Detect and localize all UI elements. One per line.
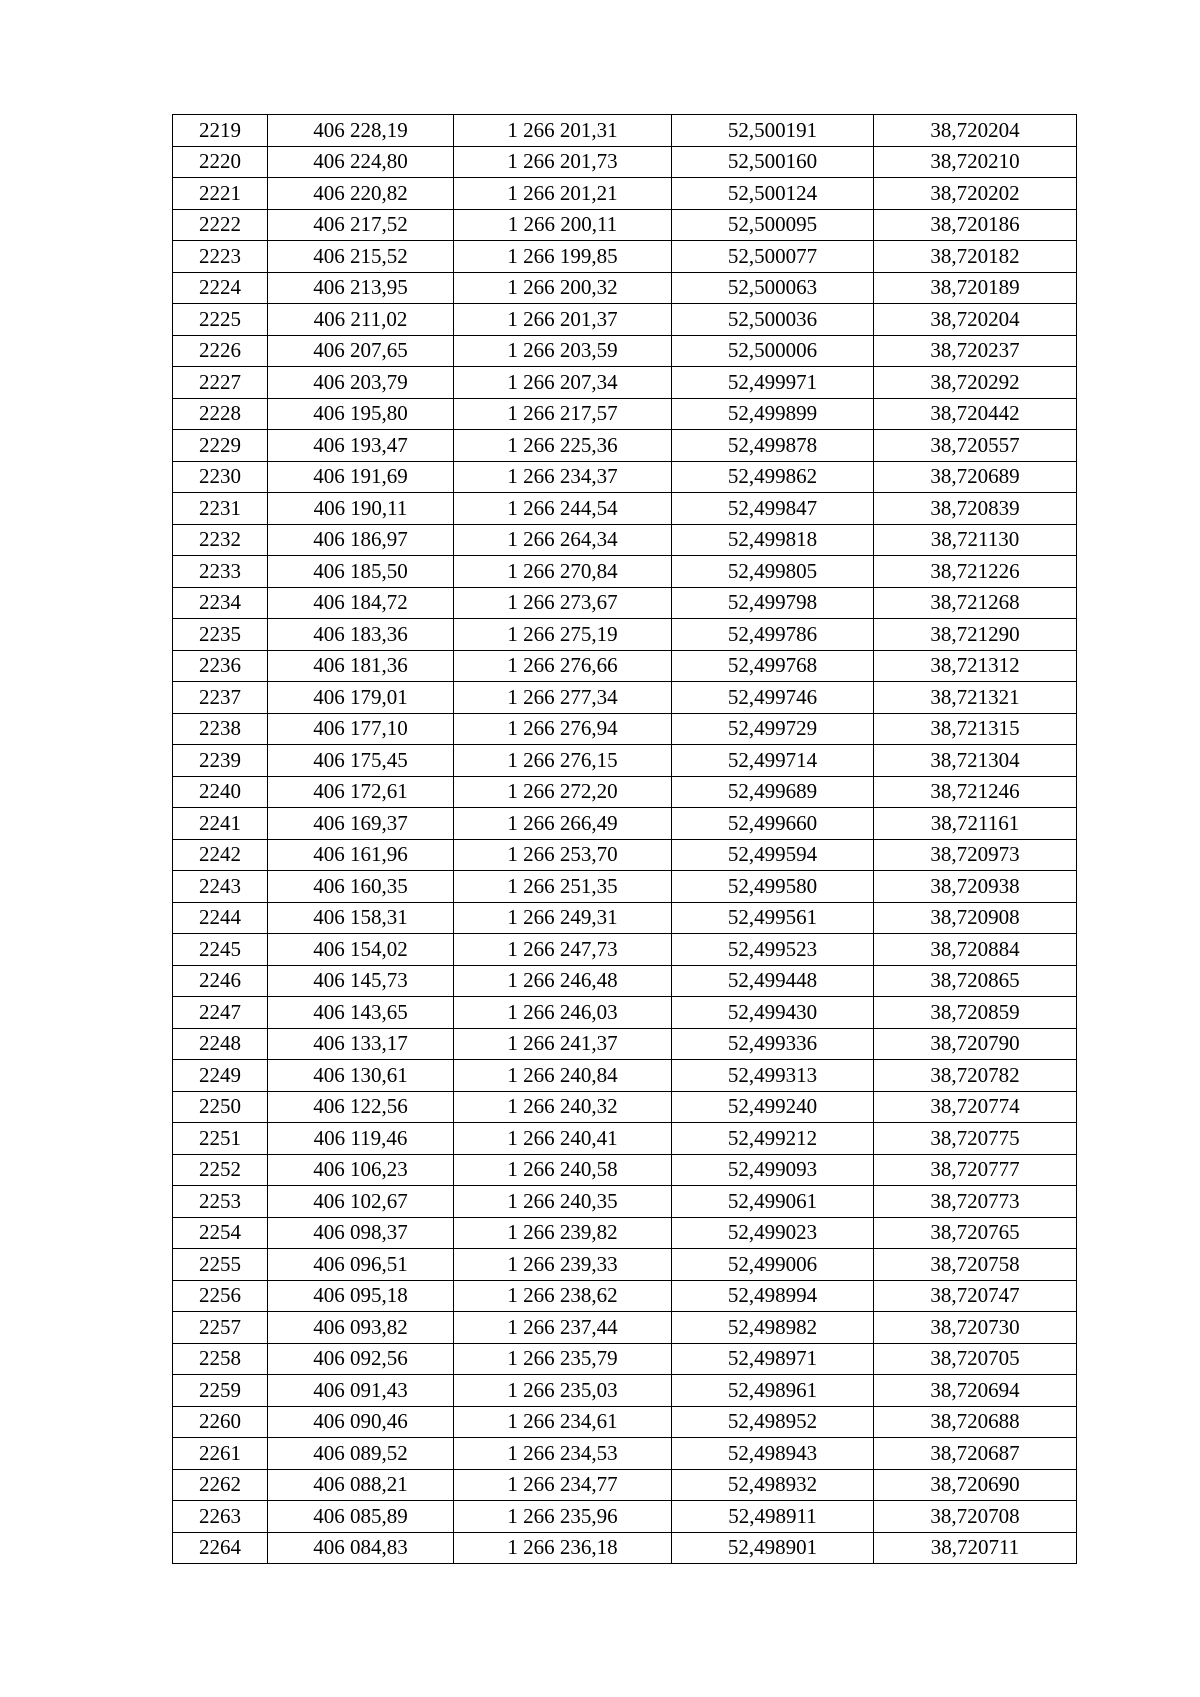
table-row bbox=[173, 367, 1077, 399]
longitude-cell: 38,720210 bbox=[874, 146, 1077, 178]
y-coordinate-cell: 1 266 234,77 bbox=[454, 1469, 672, 1501]
longitude-cell: 38,720688 bbox=[874, 1406, 1077, 1438]
table-row bbox=[173, 871, 1077, 903]
x-coordinate-cell: 406 190,11 bbox=[268, 493, 454, 525]
latitude-cell: 52,499798 bbox=[672, 587, 874, 619]
point-number-cell: 2225 bbox=[173, 304, 268, 336]
longitude-cell: 38,720557 bbox=[874, 430, 1077, 462]
latitude-cell: 52,500191 bbox=[672, 115, 874, 147]
latitude-cell: 52,499805 bbox=[672, 556, 874, 588]
y-coordinate-cell: 1 266 253,70 bbox=[454, 839, 672, 871]
latitude-cell: 52,498994 bbox=[672, 1280, 874, 1312]
table-row bbox=[173, 745, 1077, 777]
latitude-cell: 52,499878 bbox=[672, 430, 874, 462]
x-coordinate-cell: 406 184,72 bbox=[268, 587, 454, 619]
x-coordinate-cell: 406 193,47 bbox=[268, 430, 454, 462]
y-coordinate-cell: 1 266 240,58 bbox=[454, 1154, 672, 1186]
table-row bbox=[173, 682, 1077, 714]
table-row bbox=[173, 839, 1077, 871]
x-coordinate-cell: 406 106,23 bbox=[268, 1154, 454, 1186]
latitude-cell: 52,500095 bbox=[672, 209, 874, 241]
point-number-cell: 2229 bbox=[173, 430, 268, 462]
table-row bbox=[173, 335, 1077, 367]
latitude-cell: 52,499594 bbox=[672, 839, 874, 871]
y-coordinate-cell: 1 266 203,59 bbox=[454, 335, 672, 367]
longitude-cell: 38,720687 bbox=[874, 1438, 1077, 1470]
x-coordinate-cell: 406 122,56 bbox=[268, 1091, 454, 1123]
x-coordinate-cell: 406 181,36 bbox=[268, 650, 454, 682]
x-coordinate-cell: 406 215,52 bbox=[268, 241, 454, 273]
point-number-cell: 2248 bbox=[173, 1028, 268, 1060]
table-row bbox=[173, 1501, 1077, 1533]
x-coordinate-cell: 406 220,82 bbox=[268, 178, 454, 210]
table-row bbox=[173, 115, 1077, 147]
y-coordinate-cell: 1 266 200,32 bbox=[454, 272, 672, 304]
latitude-cell: 52,500006 bbox=[672, 335, 874, 367]
longitude-cell: 38,720204 bbox=[874, 304, 1077, 336]
point-number-cell: 2264 bbox=[173, 1532, 268, 1564]
point-number-cell: 2239 bbox=[173, 745, 268, 777]
latitude-cell: 52,499561 bbox=[672, 902, 874, 934]
y-coordinate-cell: 1 266 240,35 bbox=[454, 1186, 672, 1218]
point-number-cell: 2230 bbox=[173, 461, 268, 493]
longitude-cell: 38,720694 bbox=[874, 1375, 1077, 1407]
y-coordinate-cell: 1 266 276,94 bbox=[454, 713, 672, 745]
longitude-cell: 38,721130 bbox=[874, 524, 1077, 556]
y-coordinate-cell: 1 266 235,03 bbox=[454, 1375, 672, 1407]
table-row bbox=[173, 493, 1077, 525]
table-row bbox=[173, 1186, 1077, 1218]
longitude-cell: 38,720938 bbox=[874, 871, 1077, 903]
longitude-cell: 38,720865 bbox=[874, 965, 1077, 997]
y-coordinate-cell: 1 266 236,18 bbox=[454, 1532, 672, 1564]
x-coordinate-cell: 406 088,21 bbox=[268, 1469, 454, 1501]
longitude-cell: 38,720189 bbox=[874, 272, 1077, 304]
table-row bbox=[173, 178, 1077, 210]
latitude-cell: 52,500124 bbox=[672, 178, 874, 210]
y-coordinate-cell: 1 266 239,82 bbox=[454, 1217, 672, 1249]
y-coordinate-cell: 1 266 239,33 bbox=[454, 1249, 672, 1281]
table-row bbox=[173, 209, 1077, 241]
latitude-cell: 52,499786 bbox=[672, 619, 874, 651]
point-number-cell: 2224 bbox=[173, 272, 268, 304]
y-coordinate-cell: 1 266 276,15 bbox=[454, 745, 672, 777]
point-number-cell: 2247 bbox=[173, 997, 268, 1029]
table-row bbox=[173, 1123, 1077, 1155]
latitude-cell: 52,498982 bbox=[672, 1312, 874, 1344]
table-row bbox=[173, 146, 1077, 178]
longitude-cell: 38,720442 bbox=[874, 398, 1077, 430]
table-row bbox=[173, 619, 1077, 651]
table-row bbox=[173, 713, 1077, 745]
point-number-cell: 2246 bbox=[173, 965, 268, 997]
latitude-cell: 52,499818 bbox=[672, 524, 874, 556]
x-coordinate-cell: 406 161,96 bbox=[268, 839, 454, 871]
longitude-cell: 38,720765 bbox=[874, 1217, 1077, 1249]
x-coordinate-cell: 406 119,46 bbox=[268, 1123, 454, 1155]
point-number-cell: 2257 bbox=[173, 1312, 268, 1344]
longitude-cell: 38,721304 bbox=[874, 745, 1077, 777]
longitude-cell: 38,720908 bbox=[874, 902, 1077, 934]
x-coordinate-cell: 406 203,79 bbox=[268, 367, 454, 399]
point-number-cell: 2238 bbox=[173, 713, 268, 745]
latitude-cell: 52,499660 bbox=[672, 808, 874, 840]
x-coordinate-cell: 406 158,31 bbox=[268, 902, 454, 934]
longitude-cell: 38,721312 bbox=[874, 650, 1077, 682]
x-coordinate-cell: 406 183,36 bbox=[268, 619, 454, 651]
latitude-cell: 52,499313 bbox=[672, 1060, 874, 1092]
x-coordinate-cell: 406 154,02 bbox=[268, 934, 454, 966]
longitude-cell: 38,720705 bbox=[874, 1343, 1077, 1375]
y-coordinate-cell: 1 266 199,85 bbox=[454, 241, 672, 273]
table-row bbox=[173, 1249, 1077, 1281]
latitude-cell: 52,499212 bbox=[672, 1123, 874, 1155]
y-coordinate-cell: 1 266 234,53 bbox=[454, 1438, 672, 1470]
x-coordinate-cell: 406 213,95 bbox=[268, 272, 454, 304]
y-coordinate-cell: 1 266 249,31 bbox=[454, 902, 672, 934]
x-coordinate-cell: 406 133,17 bbox=[268, 1028, 454, 1060]
table-row bbox=[173, 556, 1077, 588]
longitude-cell: 38,720730 bbox=[874, 1312, 1077, 1344]
latitude-cell: 52,499580 bbox=[672, 871, 874, 903]
table-row bbox=[173, 997, 1077, 1029]
x-coordinate-cell: 406 186,97 bbox=[268, 524, 454, 556]
point-number-cell: 2258 bbox=[173, 1343, 268, 1375]
latitude-cell: 52,499689 bbox=[672, 776, 874, 808]
point-number-cell: 2220 bbox=[173, 146, 268, 178]
y-coordinate-cell: 1 266 225,36 bbox=[454, 430, 672, 462]
longitude-cell: 38,721246 bbox=[874, 776, 1077, 808]
latitude-cell: 52,498911 bbox=[672, 1501, 874, 1533]
latitude-cell: 52,499768 bbox=[672, 650, 874, 682]
y-coordinate-cell: 1 266 234,61 bbox=[454, 1406, 672, 1438]
table-row bbox=[173, 808, 1077, 840]
y-coordinate-cell: 1 266 246,48 bbox=[454, 965, 672, 997]
latitude-cell: 52,499006 bbox=[672, 1249, 874, 1281]
y-coordinate-cell: 1 266 240,84 bbox=[454, 1060, 672, 1092]
table-row bbox=[173, 1343, 1077, 1375]
latitude-cell: 52,499971 bbox=[672, 367, 874, 399]
coordinates-table bbox=[172, 114, 1077, 1564]
point-number-cell: 2252 bbox=[173, 1154, 268, 1186]
point-number-cell: 2237 bbox=[173, 682, 268, 714]
latitude-cell: 52,499847 bbox=[672, 493, 874, 525]
y-coordinate-cell: 1 266 207,34 bbox=[454, 367, 672, 399]
point-number-cell: 2260 bbox=[173, 1406, 268, 1438]
y-coordinate-cell: 1 266 235,79 bbox=[454, 1343, 672, 1375]
point-number-cell: 2233 bbox=[173, 556, 268, 588]
x-coordinate-cell: 406 092,56 bbox=[268, 1343, 454, 1375]
longitude-cell: 38,720859 bbox=[874, 997, 1077, 1029]
table-row bbox=[173, 1091, 1077, 1123]
latitude-cell: 52,499240 bbox=[672, 1091, 874, 1123]
x-coordinate-cell: 406 211,02 bbox=[268, 304, 454, 336]
x-coordinate-cell: 406 217,52 bbox=[268, 209, 454, 241]
latitude-cell: 52,498952 bbox=[672, 1406, 874, 1438]
point-number-cell: 2242 bbox=[173, 839, 268, 871]
y-coordinate-cell: 1 266 217,57 bbox=[454, 398, 672, 430]
table-row bbox=[173, 1406, 1077, 1438]
longitude-cell: 38,720782 bbox=[874, 1060, 1077, 1092]
longitude-cell: 38,720774 bbox=[874, 1091, 1077, 1123]
x-coordinate-cell: 406 090,46 bbox=[268, 1406, 454, 1438]
point-number-cell: 2221 bbox=[173, 178, 268, 210]
latitude-cell: 52,499714 bbox=[672, 745, 874, 777]
longitude-cell: 38,720790 bbox=[874, 1028, 1077, 1060]
y-coordinate-cell: 1 266 247,73 bbox=[454, 934, 672, 966]
point-number-cell: 2235 bbox=[173, 619, 268, 651]
point-number-cell: 2251 bbox=[173, 1123, 268, 1155]
y-coordinate-cell: 1 266 264,34 bbox=[454, 524, 672, 556]
table-row bbox=[173, 1532, 1077, 1564]
point-number-cell: 2262 bbox=[173, 1469, 268, 1501]
longitude-cell: 38,720204 bbox=[874, 115, 1077, 147]
y-coordinate-cell: 1 266 238,62 bbox=[454, 1280, 672, 1312]
longitude-cell: 38,720973 bbox=[874, 839, 1077, 871]
point-number-cell: 2256 bbox=[173, 1280, 268, 1312]
y-coordinate-cell: 1 266 240,32 bbox=[454, 1091, 672, 1123]
point-number-cell: 2226 bbox=[173, 335, 268, 367]
table-row bbox=[173, 650, 1077, 682]
y-coordinate-cell: 1 266 266,49 bbox=[454, 808, 672, 840]
x-coordinate-cell: 406 228,19 bbox=[268, 115, 454, 147]
point-number-cell: 2232 bbox=[173, 524, 268, 556]
longitude-cell: 38,720202 bbox=[874, 178, 1077, 210]
latitude-cell: 52,499093 bbox=[672, 1154, 874, 1186]
y-coordinate-cell: 1 266 240,41 bbox=[454, 1123, 672, 1155]
table-row bbox=[173, 1060, 1077, 1092]
x-coordinate-cell: 406 160,35 bbox=[268, 871, 454, 903]
longitude-cell: 38,720182 bbox=[874, 241, 1077, 273]
longitude-cell: 38,720773 bbox=[874, 1186, 1077, 1218]
y-coordinate-cell: 1 266 201,73 bbox=[454, 146, 672, 178]
x-coordinate-cell: 406 143,65 bbox=[268, 997, 454, 1029]
point-number-cell: 2243 bbox=[173, 871, 268, 903]
table-row bbox=[173, 1280, 1077, 1312]
latitude-cell: 52,499336 bbox=[672, 1028, 874, 1060]
latitude-cell: 52,499430 bbox=[672, 997, 874, 1029]
x-coordinate-cell: 406 224,80 bbox=[268, 146, 454, 178]
point-number-cell: 2228 bbox=[173, 398, 268, 430]
y-coordinate-cell: 1 266 201,31 bbox=[454, 115, 672, 147]
x-coordinate-cell: 406 130,61 bbox=[268, 1060, 454, 1092]
point-number-cell: 2244 bbox=[173, 902, 268, 934]
table-row bbox=[173, 272, 1077, 304]
longitude-cell: 38,720775 bbox=[874, 1123, 1077, 1155]
table-row bbox=[173, 241, 1077, 273]
point-number-cell: 2259 bbox=[173, 1375, 268, 1407]
table-row bbox=[173, 902, 1077, 934]
latitude-cell: 52,500063 bbox=[672, 272, 874, 304]
y-coordinate-cell: 1 266 272,20 bbox=[454, 776, 672, 808]
x-coordinate-cell: 406 093,82 bbox=[268, 1312, 454, 1344]
longitude-cell: 38,721226 bbox=[874, 556, 1077, 588]
y-coordinate-cell: 1 266 244,54 bbox=[454, 493, 672, 525]
longitude-cell: 38,721315 bbox=[874, 713, 1077, 745]
latitude-cell: 52,499899 bbox=[672, 398, 874, 430]
point-number-cell: 2234 bbox=[173, 587, 268, 619]
table-row bbox=[173, 1312, 1077, 1344]
longitude-cell: 38,721161 bbox=[874, 808, 1077, 840]
x-coordinate-cell: 406 145,73 bbox=[268, 965, 454, 997]
point-number-cell: 2236 bbox=[173, 650, 268, 682]
y-coordinate-cell: 1 266 200,11 bbox=[454, 209, 672, 241]
longitude-cell: 38,720689 bbox=[874, 461, 1077, 493]
latitude-cell: 52,498901 bbox=[672, 1532, 874, 1564]
y-coordinate-cell: 1 266 273,67 bbox=[454, 587, 672, 619]
coordinates-table-body bbox=[173, 115, 1077, 1564]
latitude-cell: 52,499746 bbox=[672, 682, 874, 714]
x-coordinate-cell: 406 175,45 bbox=[268, 745, 454, 777]
x-coordinate-cell: 406 096,51 bbox=[268, 1249, 454, 1281]
longitude-cell: 38,720292 bbox=[874, 367, 1077, 399]
longitude-cell: 38,720690 bbox=[874, 1469, 1077, 1501]
x-coordinate-cell: 406 095,18 bbox=[268, 1280, 454, 1312]
longitude-cell: 38,720237 bbox=[874, 335, 1077, 367]
table-row bbox=[173, 398, 1077, 430]
y-coordinate-cell: 1 266 201,21 bbox=[454, 178, 672, 210]
point-number-cell: 2250 bbox=[173, 1091, 268, 1123]
point-number-cell: 2245 bbox=[173, 934, 268, 966]
table-row bbox=[173, 1154, 1077, 1186]
point-number-cell: 2219 bbox=[173, 115, 268, 147]
x-coordinate-cell: 406 172,61 bbox=[268, 776, 454, 808]
point-number-cell: 2241 bbox=[173, 808, 268, 840]
table-row bbox=[173, 461, 1077, 493]
point-number-cell: 2254 bbox=[173, 1217, 268, 1249]
y-coordinate-cell: 1 266 201,37 bbox=[454, 304, 672, 336]
latitude-cell: 52,499023 bbox=[672, 1217, 874, 1249]
table-row bbox=[173, 430, 1077, 462]
longitude-cell: 38,721290 bbox=[874, 619, 1077, 651]
table-row bbox=[173, 1469, 1077, 1501]
x-coordinate-cell: 406 085,89 bbox=[268, 1501, 454, 1533]
table-row bbox=[173, 965, 1077, 997]
latitude-cell: 52,499729 bbox=[672, 713, 874, 745]
point-number-cell: 2231 bbox=[173, 493, 268, 525]
y-coordinate-cell: 1 266 237,44 bbox=[454, 1312, 672, 1344]
table-row bbox=[173, 1028, 1077, 1060]
table-row bbox=[173, 776, 1077, 808]
x-coordinate-cell: 406 089,52 bbox=[268, 1438, 454, 1470]
point-number-cell: 2263 bbox=[173, 1501, 268, 1533]
latitude-cell: 52,500160 bbox=[672, 146, 874, 178]
x-coordinate-cell: 406 177,10 bbox=[268, 713, 454, 745]
point-number-cell: 2223 bbox=[173, 241, 268, 273]
latitude-cell: 52,500077 bbox=[672, 241, 874, 273]
point-number-cell: 2253 bbox=[173, 1186, 268, 1218]
latitude-cell: 52,498943 bbox=[672, 1438, 874, 1470]
point-number-cell: 2227 bbox=[173, 367, 268, 399]
x-coordinate-cell: 406 102,67 bbox=[268, 1186, 454, 1218]
latitude-cell: 52,499061 bbox=[672, 1186, 874, 1218]
x-coordinate-cell: 406 195,80 bbox=[268, 398, 454, 430]
point-number-cell: 2261 bbox=[173, 1438, 268, 1470]
longitude-cell: 38,720839 bbox=[874, 493, 1077, 525]
point-number-cell: 2249 bbox=[173, 1060, 268, 1092]
latitude-cell: 52,498932 bbox=[672, 1469, 874, 1501]
table-row bbox=[173, 587, 1077, 619]
point-number-cell: 2255 bbox=[173, 1249, 268, 1281]
latitude-cell: 52,499523 bbox=[672, 934, 874, 966]
latitude-cell: 52,499862 bbox=[672, 461, 874, 493]
y-coordinate-cell: 1 266 277,34 bbox=[454, 682, 672, 714]
table-row bbox=[173, 1375, 1077, 1407]
longitude-cell: 38,720747 bbox=[874, 1280, 1077, 1312]
x-coordinate-cell: 406 185,50 bbox=[268, 556, 454, 588]
y-coordinate-cell: 1 266 241,37 bbox=[454, 1028, 672, 1060]
table-row bbox=[173, 1217, 1077, 1249]
y-coordinate-cell: 1 266 234,37 bbox=[454, 461, 672, 493]
longitude-cell: 38,720884 bbox=[874, 934, 1077, 966]
y-coordinate-cell: 1 266 235,96 bbox=[454, 1501, 672, 1533]
longitude-cell: 38,721268 bbox=[874, 587, 1077, 619]
x-coordinate-cell: 406 191,69 bbox=[268, 461, 454, 493]
x-coordinate-cell: 406 169,37 bbox=[268, 808, 454, 840]
longitude-cell: 38,720758 bbox=[874, 1249, 1077, 1281]
table-row bbox=[173, 934, 1077, 966]
longitude-cell: 38,720186 bbox=[874, 209, 1077, 241]
longitude-cell: 38,721321 bbox=[874, 682, 1077, 714]
latitude-cell: 52,498971 bbox=[672, 1343, 874, 1375]
table-row bbox=[173, 304, 1077, 336]
latitude-cell: 52,500036 bbox=[672, 304, 874, 336]
x-coordinate-cell: 406 207,65 bbox=[268, 335, 454, 367]
table-row bbox=[173, 524, 1077, 556]
x-coordinate-cell: 406 084,83 bbox=[268, 1532, 454, 1564]
latitude-cell: 52,498961 bbox=[672, 1375, 874, 1407]
point-number-cell: 2240 bbox=[173, 776, 268, 808]
y-coordinate-cell: 1 266 276,66 bbox=[454, 650, 672, 682]
x-coordinate-cell: 406 091,43 bbox=[268, 1375, 454, 1407]
x-coordinate-cell: 406 098,37 bbox=[268, 1217, 454, 1249]
y-coordinate-cell: 1 266 275,19 bbox=[454, 619, 672, 651]
longitude-cell: 38,720708 bbox=[874, 1501, 1077, 1533]
y-coordinate-cell: 1 266 246,03 bbox=[454, 997, 672, 1029]
y-coordinate-cell: 1 266 270,84 bbox=[454, 556, 672, 588]
y-coordinate-cell: 1 266 251,35 bbox=[454, 871, 672, 903]
table-row bbox=[173, 1438, 1077, 1470]
point-number-cell: 2222 bbox=[173, 209, 268, 241]
x-coordinate-cell: 406 179,01 bbox=[268, 682, 454, 714]
longitude-cell: 38,720777 bbox=[874, 1154, 1077, 1186]
latitude-cell: 52,499448 bbox=[672, 965, 874, 997]
longitude-cell: 38,720711 bbox=[874, 1532, 1077, 1564]
